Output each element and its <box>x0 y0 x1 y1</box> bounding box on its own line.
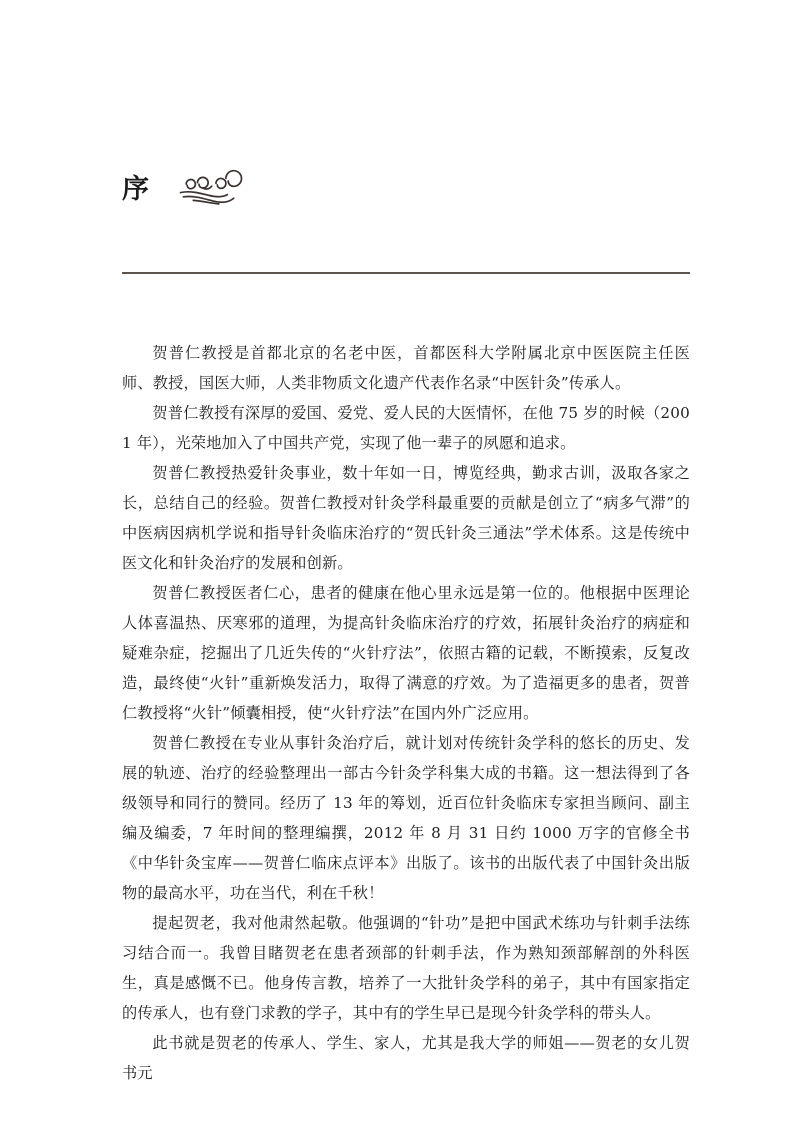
cloud-scroll-ornament-icon <box>172 168 250 210</box>
paragraph: 贺普仁教授有深厚的爱国、爱党、爱人民的大医情怀，在他 75 岁的时候（2001 年），光荣地加入了中国共产党，实现了他一辈子的夙愿和追求。 <box>122 404 690 452</box>
paragraph: 贺普仁教授是首都北京的名老中医，首都医科大学附属北京中医医院主任医师、教授，国医大师，人类非物质文化遗产代表作名录“中医针灸”传承人。 <box>122 344 690 392</box>
preface-heading <box>122 158 690 220</box>
paragraph: 贺普仁教授医者仁心，患者的健康在他心里永远是第一位的。他根据中医理论人体喜温热、厌寒邪的道理，为提高针灸临床治疗的疗效，拓展针灸治疗的病症和疑难杂症，挖掘出了几近失传的“火针疗法”，依照古籍的记载，不断摸索，反复改造，最终使“火针”重新焕发活力，取得了满意的疗效。为了造福更多的患者，贺普仁教授将“火针”倾囊相授，使“火针疗法”在国内外广泛应用。 <box>122 584 690 722</box>
page-title: 序 <box>122 173 150 205</box>
paragraph: 贺普仁教授热爱针灸事业，数十年如一日，博览经典，勤求古训，汲取各家之长，总结自己的经验。贺普仁教授对针灸学科最重要的贡献是创立了“病多气滞”的中医病因病机学说和指导针灸临床治疗的“贺氏针灸三通法”学术体系。这是传统中医文化和针灸治疗的发展和创新。 <box>122 464 690 572</box>
paragraph: 提起贺老，我对他肃然起敬。他强调的“针功”是把中国武术练功与针刺手法练习结合而一。我曾目睹贺老在患者颈部的针刺手法，作为熟知颈部解剖的外科医生，真是感慨不已。他身传言教，培养了一大批针灸学科的弟子，其中有国家指定的传承人，也有登门求教的学子，其中有的学生早已是现今针灸学科的带头人。 <box>122 914 690 1022</box>
heading-divider-rule <box>122 272 690 274</box>
paragraph: 此书就是贺老的传承人、学生、家人，尤其是我大学的师姐——贺老的女儿贺书元 <box>122 1034 690 1082</box>
preface-body <box>122 338 690 1088</box>
paragraph: 贺普仁教授在专业从事针灸治疗后，就计划对传统针灸学科的悠长的历史、发展的轨迹、治疗的经验整理出一部古今针灸学科集大成的书籍。这一想法得到了各级领导和同行的赞同。经历了 13 年的筹划，近百位针灸临床专家担当顾问、副主编及编委，7 年时间的整理编撰，2012 年 8 月 31 日约 1000 万字的官修全书《中华针灸宝库——贺普仁临床点评本》出版了。该书的出版代表了中国针灸出版物的最高水平，功在当代，利在千秋！ <box>122 734 690 902</box>
